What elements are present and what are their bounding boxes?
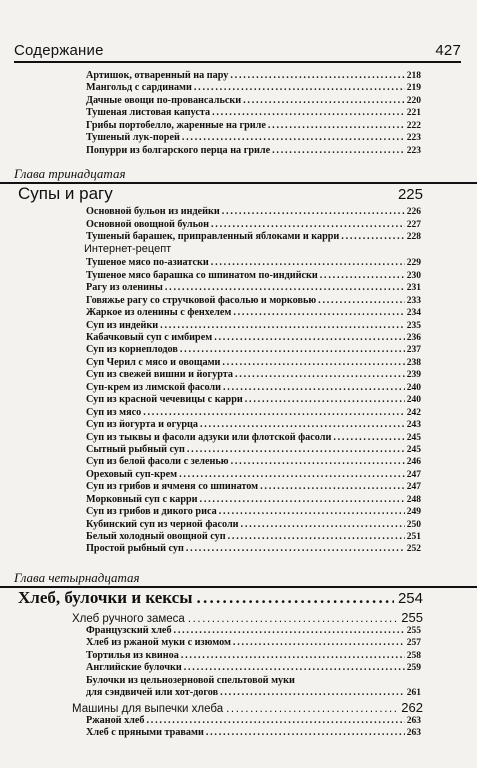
entry-page: 257: [406, 638, 421, 649]
chapter-title-text: Хлеб, булочки и кексы: [18, 587, 193, 607]
sub-heading-text: Интернет-рецепт: [84, 243, 172, 256]
entry-page: 226: [406, 207, 421, 218]
entry-page: 218: [406, 71, 421, 81]
entry-title: Грибы портобелло, жаренные на гриле: [86, 119, 266, 131]
toc-entry[interactable]: [0, 382, 477, 394]
entry-title: Суп Черил с мясо и овощами: [86, 356, 221, 368]
entry-title: Кубинский суп из черной фасоли: [86, 518, 239, 530]
toc-entry[interactable]: [0, 132, 477, 144]
entry-title: для сэндвичей или хот-догов: [86, 687, 219, 699]
leader-dots: [260, 481, 405, 492]
toc-entry[interactable]: [0, 662, 477, 674]
entry-title: Тушеный лук-порей: [86, 132, 180, 144]
entry-page: 250: [406, 519, 421, 530]
entry-title: Морковный суп с карри: [86, 493, 198, 505]
leader-dots: [160, 320, 405, 331]
toc-entry[interactable]: [0, 650, 477, 662]
chapter-13-items-a: [0, 206, 477, 243]
leader-dots: [228, 531, 405, 542]
leader-dots: [186, 543, 405, 554]
toc-entry[interactable]: [0, 727, 477, 739]
toc-entry[interactable]: [0, 307, 477, 319]
sub-heading-text: Машины для выпечки хлеба: [72, 702, 224, 715]
entry-page: 223: [406, 133, 421, 144]
entry-title: Тушеное мясо барашка со шпинатом по-индийски: [86, 269, 318, 281]
entry-page: 252: [406, 544, 421, 555]
entry-title: Сытный рыбный суп: [86, 443, 185, 455]
leader-dots: [222, 357, 404, 368]
entry-page: 246: [406, 457, 421, 468]
leader-dots: [200, 419, 405, 430]
toc-entry[interactable]: [0, 257, 477, 269]
entry-page: 242: [406, 407, 421, 418]
leader-dots: [182, 132, 405, 143]
leader-dots: [179, 469, 405, 480]
entry-title: Ореховый суп-крем: [86, 468, 178, 480]
leader-dots: [220, 687, 405, 698]
entry-page: 234: [406, 308, 421, 319]
entry-title: Хлеб из ржаной муки с изюмом: [86, 637, 231, 649]
leader-dots: [184, 662, 405, 673]
toc-entry[interactable]: [0, 675, 477, 687]
entry-page: 230: [406, 270, 421, 281]
toc-entry[interactable]: [0, 70, 477, 82]
leader-dots: [230, 70, 404, 81]
toc-entry[interactable]: [0, 369, 477, 381]
entry-page: 251: [406, 532, 421, 542]
entry-title: Белый холодный овощной суп: [86, 531, 226, 542]
entry-title: Рагу из оленины: [86, 282, 163, 294]
toc-section-vegetables: [0, 70, 477, 157]
entry-page: 249: [406, 507, 421, 518]
leader-dots: [243, 95, 405, 106]
entry-title: Попурри из болгарского перца на гриле: [86, 144, 271, 156]
toc-entry[interactable]: [0, 344, 477, 356]
toc-entry[interactable]: [0, 506, 477, 518]
entry-page: 247: [406, 482, 421, 493]
toc-entry[interactable]: [0, 332, 477, 344]
entry-title: Хлеб с пряными травами: [86, 726, 204, 738]
leader-dots: [233, 637, 405, 648]
entry-title: Простой рыбный суп: [86, 543, 184, 555]
entry-title: Английские булочки: [86, 662, 182, 674]
chapter-page: 225: [397, 186, 423, 204]
entry-page: 222: [406, 120, 421, 131]
toc-entry[interactable]: [0, 82, 477, 94]
leader-dots: [165, 282, 405, 293]
entry-page: 237: [406, 345, 421, 356]
entry-page: 263: [406, 715, 421, 726]
leader-dots: [187, 444, 405, 455]
leader-dots: [180, 344, 405, 355]
entry-page: 261: [406, 688, 421, 699]
entry-title: Тортилья из квиноа: [86, 649, 179, 661]
leader-dots: [231, 456, 405, 467]
entry-page: 243: [406, 420, 421, 431]
entry-title: Тушеная листовая капуста: [86, 107, 211, 119]
sub-heading-internet: [0, 243, 477, 257]
entry-title: Суп из свежей вишни и йогурта: [86, 369, 233, 381]
leader-dots: [320, 270, 405, 281]
entry-page: 236: [406, 333, 421, 343]
leader-dots: [147, 715, 405, 726]
leader-dots: [226, 703, 398, 715]
entry-page: 240: [406, 382, 421, 393]
entry-title: Суп из грибов и дикого риса: [86, 506, 217, 518]
chapter-13-items-b: [0, 257, 477, 556]
entry-title: Артишок, отваренный на пару: [86, 70, 229, 81]
entry-title: Мангольд с сардинами: [86, 82, 192, 94]
entry-title: Суп из тыквы и фасоли адзуки или флотской фасоли: [86, 431, 332, 443]
entry-title: Кабачковый суп с имбирем: [86, 332, 213, 343]
entry-page: 248: [406, 494, 421, 505]
entry-page: 221: [406, 108, 421, 119]
entry-page: 219: [406, 83, 421, 94]
entry-title: Тушеное мясо по-азиатски: [86, 257, 209, 269]
leader-dots: [212, 107, 405, 118]
toc-entry[interactable]: [0, 95, 477, 107]
sub-heading-text: Хлеб ручного замеса: [72, 612, 185, 625]
toc-entry[interactable]: [0, 494, 477, 506]
entry-title: Основной бульон из индейки: [86, 206, 220, 218]
toc-entry[interactable]: [0, 270, 477, 282]
chapter-14-label: Глава четырнадцатая: [14, 569, 140, 585]
chapter-title-text: Супы и рагу: [18, 184, 113, 204]
toc-entry[interactable]: [0, 469, 477, 481]
entry-title: Жаркое из оленины с фенхелем: [86, 307, 232, 319]
toc-entry[interactable]: [0, 687, 477, 699]
leader-dots: [235, 369, 405, 380]
entry-page: 223: [406, 145, 421, 156]
entry-page: 258: [406, 650, 421, 661]
entry-page: 245: [406, 432, 421, 443]
chapter-14-items-a: [0, 625, 477, 675]
entry-title: Суп из мясо: [86, 406, 142, 418]
leader-dots: [194, 82, 405, 93]
sub-heading-page: 262: [401, 699, 423, 715]
toc-entry[interactable]: [0, 320, 477, 332]
leader-dots: [206, 727, 405, 738]
entry-page: 255: [406, 625, 421, 636]
toc-entry[interactable]: [0, 456, 477, 468]
entry-title: Суп из белой фасоли с зеленью: [86, 456, 229, 468]
entry-title: Тушеный барашек, приправленный яблоками и карри: [86, 230, 340, 242]
entry-page: 233: [406, 295, 421, 306]
entry-title: Суп из грибов и ячменя со шпинатом: [86, 481, 259, 493]
sub-heading-hand-kneaded[interactable]: [0, 610, 477, 625]
entry-page: 231: [406, 283, 421, 294]
entry-title: Дачные овощи по-провансальски: [86, 94, 242, 106]
chapter-13-title[interactable]: [0, 182, 477, 206]
chapter-page: 254: [397, 589, 423, 607]
entry-page: 220: [406, 95, 421, 106]
entry-title: Булочки из цельнозерновой спельтовой муки: [86, 674, 295, 686]
toc-entry[interactable]: [0, 145, 477, 157]
chapter-14-items-b: [0, 715, 477, 740]
toc-entry[interactable]: [0, 282, 477, 294]
entry-title: Говяжье рагу со стручковой фасолью и морковью: [86, 294, 317, 306]
entry-page: 227: [406, 219, 421, 230]
sub-heading-bread-machines[interactable]: [0, 700, 477, 715]
leader-dots: [211, 257, 405, 268]
entry-page: 245: [406, 444, 421, 455]
leader-dots: [341, 231, 404, 242]
toc-content: [0, 70, 477, 739]
chapter-14-title[interactable]: [0, 586, 477, 610]
toc-entry[interactable]: [0, 357, 477, 369]
entry-title: Суп из корнеплодов: [86, 344, 178, 356]
leader-dots: [333, 432, 404, 443]
leader-dots: [219, 506, 405, 517]
entry-page: 240: [406, 395, 421, 406]
toc-entry[interactable]: [0, 295, 477, 307]
entry-title: Французский хлеб: [86, 624, 172, 636]
toc-entry[interactable]: [0, 519, 477, 531]
toc-entry[interactable]: [0, 543, 477, 555]
toc-entry[interactable]: [0, 444, 477, 456]
leader-dots: [272, 145, 405, 156]
leader-dots: [200, 494, 405, 505]
leader-dots: [196, 588, 394, 608]
entry-page: 228: [406, 231, 421, 242]
running-title: Содержание: [14, 42, 104, 59]
entry-title: Основной овощной бульон: [86, 218, 209, 230]
leader-dots: [268, 120, 405, 131]
leader-dots: [223, 382, 405, 393]
leader-dots: [214, 332, 405, 343]
entry-page: 239: [406, 370, 421, 381]
leader-dots: [245, 394, 405, 405]
leader-dots: [143, 407, 405, 418]
entry-title: Ржаной хлеб: [86, 714, 145, 726]
entry-title: Суп из йогурта и огурца: [86, 419, 198, 431]
entry-page: 263: [406, 727, 421, 738]
toc-entry[interactable]: [0, 219, 477, 231]
toc-entry[interactable]: [0, 637, 477, 649]
toc-entry[interactable]: [0, 481, 477, 493]
leader-dots: [188, 613, 398, 625]
toc-entry[interactable]: [0, 625, 477, 637]
entry-title: Суп из индейки: [86, 319, 159, 331]
toc-entry[interactable]: [0, 206, 477, 218]
toc-entry[interactable]: [0, 432, 477, 444]
entry-page: 259: [406, 663, 421, 674]
toc-entry[interactable]: [0, 407, 477, 419]
toc-entry[interactable]: [0, 107, 477, 119]
entry-page: 229: [406, 258, 421, 269]
toc-entry[interactable]: [0, 715, 477, 727]
page-number: 427: [435, 42, 461, 59]
toc-entry[interactable]: [0, 419, 477, 431]
toc-entry[interactable]: [0, 394, 477, 406]
leader-dots: [174, 625, 405, 636]
entry-page: 247: [406, 469, 421, 480]
toc-entry[interactable]: [0, 231, 477, 243]
leader-dots: [211, 219, 405, 230]
leader-dots: [318, 295, 405, 306]
entry-title: Суп из красной чечевицы с карри: [86, 394, 243, 406]
entry-page: 238: [406, 357, 421, 368]
toc-entry[interactable]: [0, 531, 477, 543]
chapter-13-label: Глава тринадцатая: [14, 166, 126, 182]
toc-entry[interactable]: [0, 120, 477, 132]
leader-dots: [222, 206, 405, 217]
leader-dots: [241, 519, 405, 530]
leader-dots: [181, 650, 405, 661]
page-header: [14, 42, 461, 63]
entry-title: Суп-крем из лимской фасоли: [86, 381, 222, 393]
leader-dots: [233, 307, 404, 318]
sub-heading-page: 255: [401, 609, 423, 625]
entry-page: 235: [406, 320, 421, 331]
